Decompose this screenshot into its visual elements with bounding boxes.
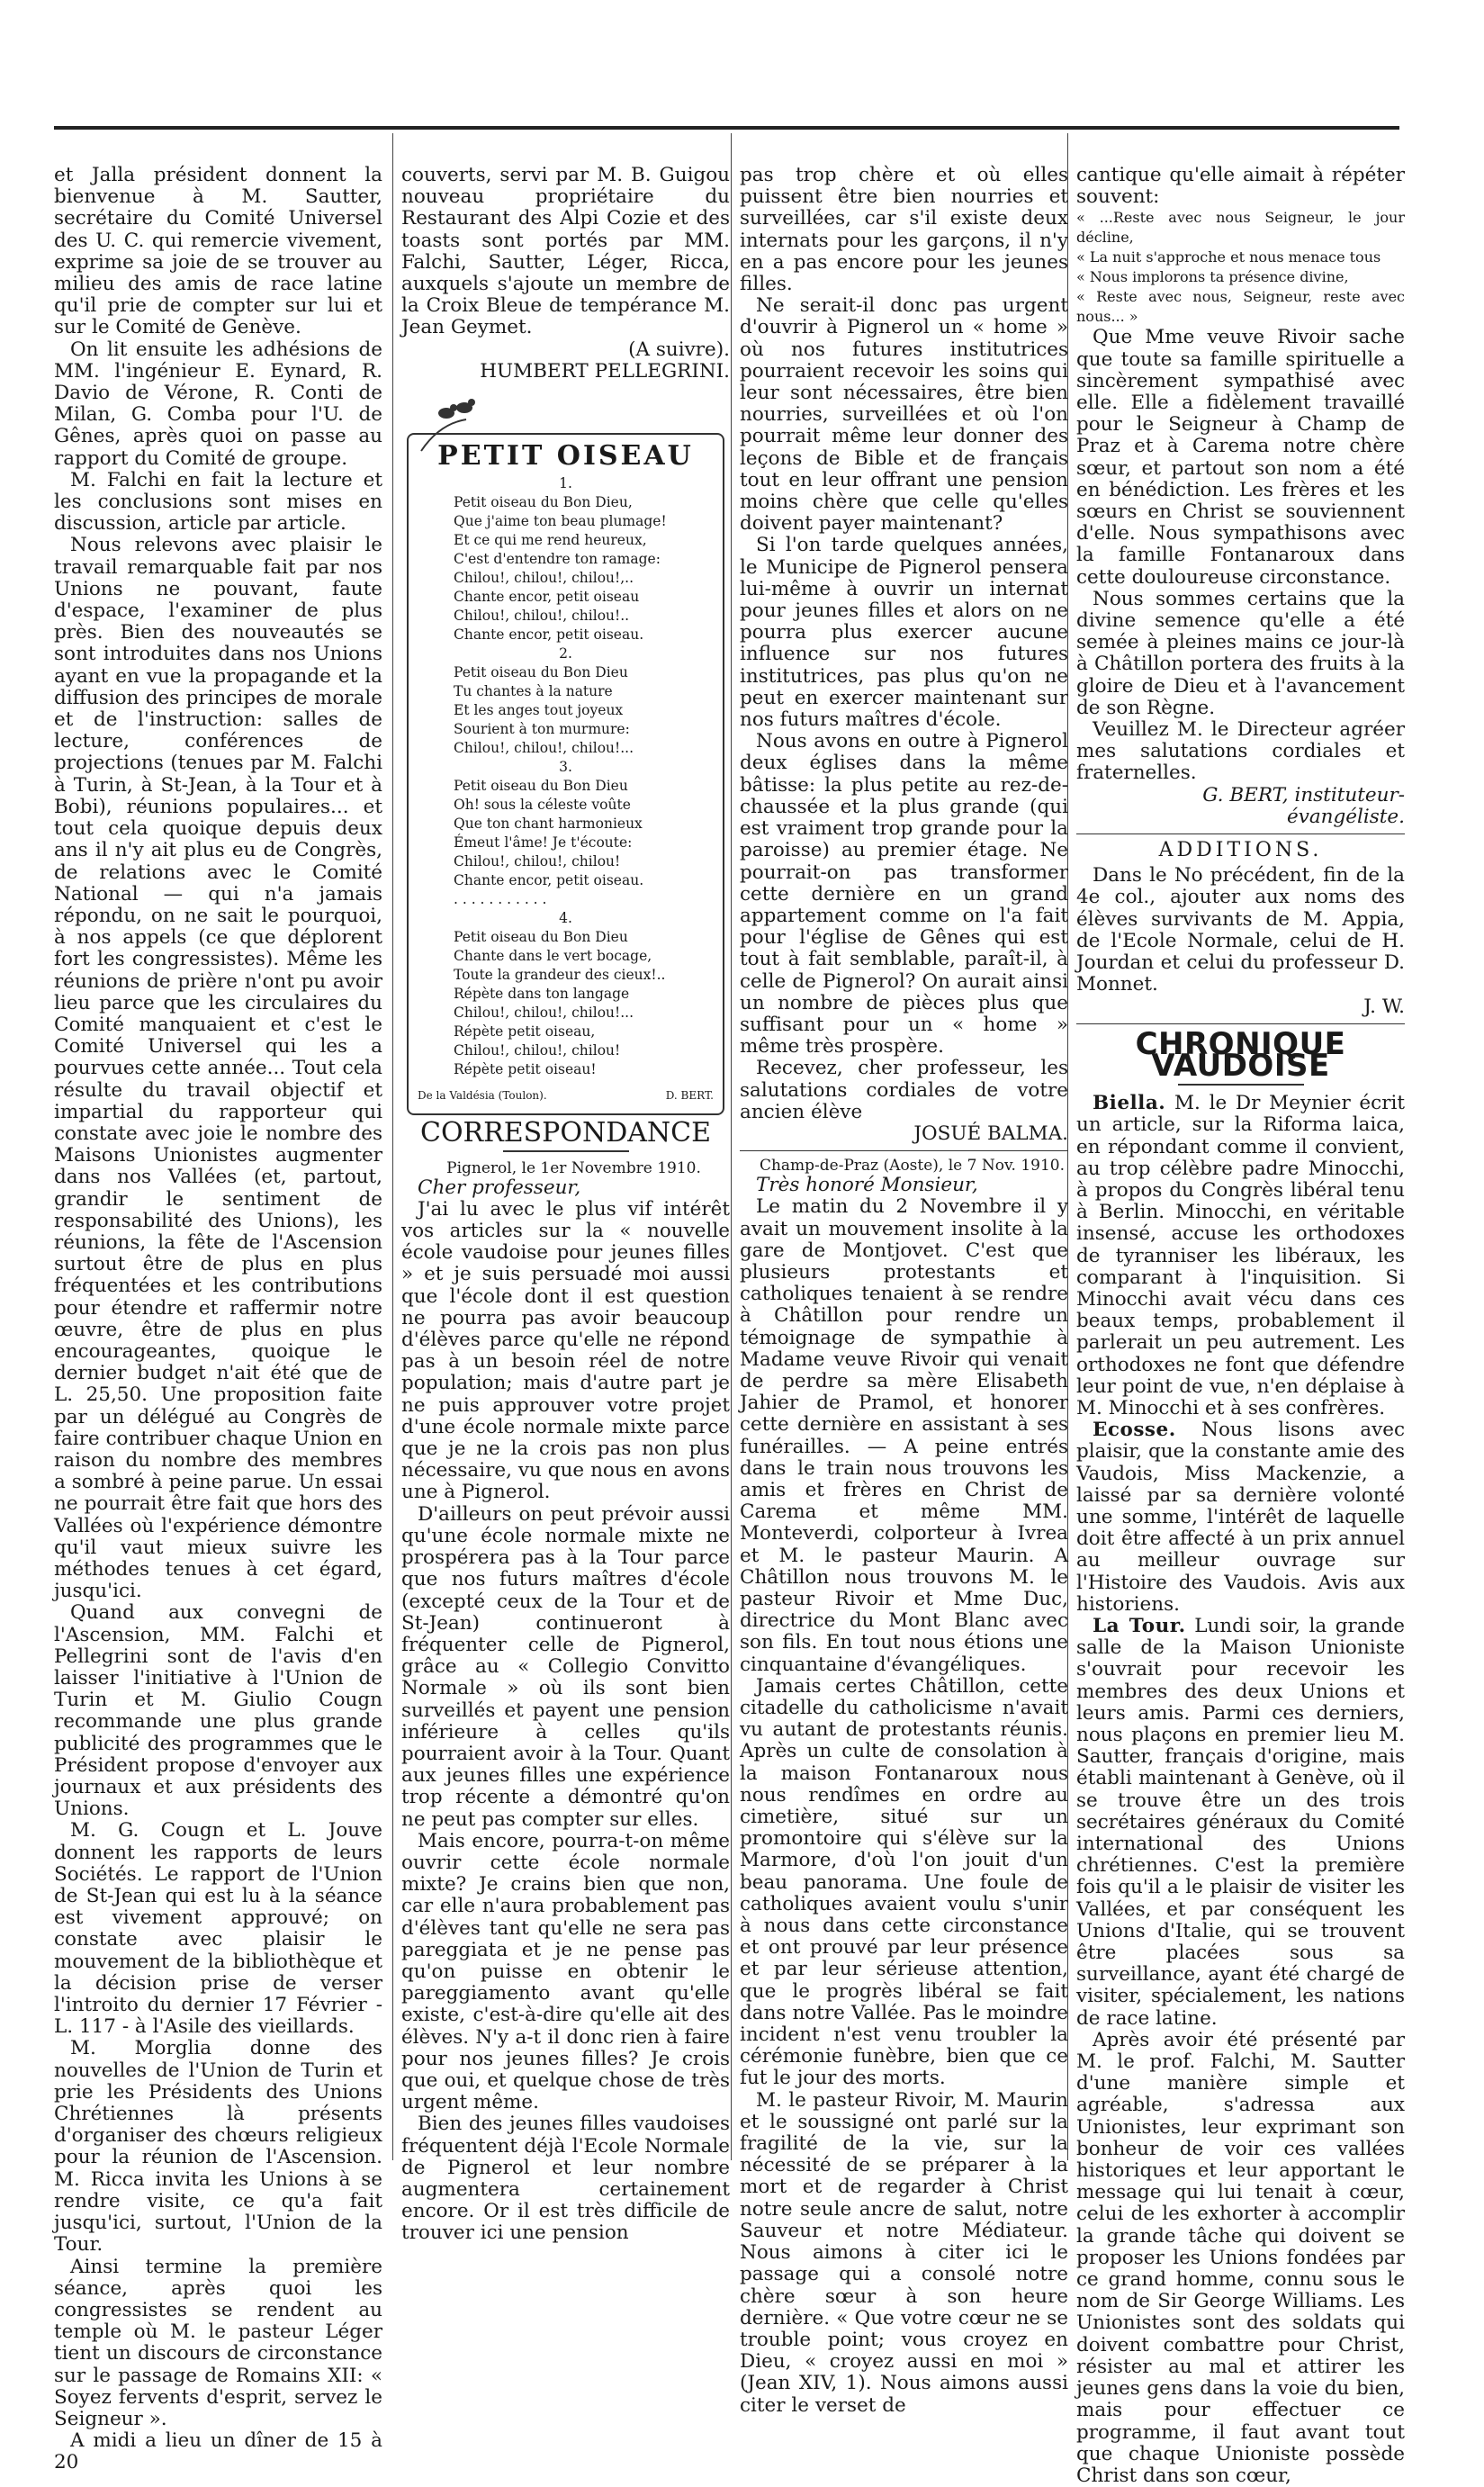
- poem-source: De la Valdésia (Toulon).: [418, 1089, 547, 1103]
- hymn-verse: « ...Reste avec nous Seigneur, le jour décline,: [1076, 209, 1405, 247]
- section-title: ADDITIONS.: [1158, 839, 1323, 862]
- letter-salutation: Très honoré Monsieur,: [756, 1174, 978, 1197]
- paragraph: M. le pasteur Rivoir, M. Maurin et le soussigné ont parlé sur la fragilité de la vie, sur la nécessité de se préparer à la mort et de regarder à Christ notre seule ancre de salut, notre Sauveur et notre Médiateur. Nous aimons à citer ici le passage qui a consolé notre chère sœur à son heure dernière. « Que votre cœur ne se trouble point; vous croyez en Dieu, « croyez aussi en moi » (Jean XIV, 1). Nous aimons aussi citer le verset de: [740, 2088, 1068, 2417]
- hymn-verse: « Reste avec nous, Seigneur, reste avec nous... »: [1076, 288, 1405, 326]
- verse: Chilou!, chilou!, chilou!..: [454, 608, 630, 625]
- paragraph: Ainsi termine la première séance, après quoi les congressistes se rendent au temple où M. le pasteur Léger tient un discours de circonstance sur le passage de Romains XII: « Soyez fervents d'esprit, servez le Seigneur ».: [54, 2255, 382, 2430]
- verse: Petit oiseau du Bon Dieu: [454, 929, 628, 946]
- verse: Répète petit oiseau!: [454, 1061, 597, 1078]
- stanza-number: 4.: [559, 910, 572, 927]
- signature: J. W.: [1363, 995, 1405, 1018]
- place-name: Biella.: [1093, 1092, 1166, 1115]
- paragraph: M. G. Cougn et L. Jouve donnent les rapports de leurs Sociétés. Le rapport de l'Union de St-Jean qui est lu à la séance est vivement approuvé; on constate avec plaisir le mouvement de la bibliothèque et la décision prise de verser l'introito du dernier 17 Février - L. 117 - à l'Asile des vieillards.: [54, 1819, 382, 2039]
- verse: Chante encor, petit oiseau.: [454, 626, 644, 644]
- verse: Que ton chant harmonieux: [454, 815, 643, 833]
- verse: Tu chantes à la nature: [454, 683, 613, 700]
- poem-author: D. BERT.: [665, 1089, 714, 1103]
- verse: Chante encor, petit oiseau: [454, 589, 640, 606]
- hymn-verse: « Nous implorons ta présence divine,: [1076, 268, 1349, 286]
- verse: Chante encor, petit oiseau.: [454, 872, 644, 889]
- paragraph: Nous relevons avec plaisir le travail remarquable fait par nos Unions ne pouvant, faute d'espace, l'examiner de plus près. Bien des nouveautés se sont introduites dans nos Unions ayant en vue la propagande et la diffusion des principes de morale et de l'instruction: salles de lecture, conférences de projections (tenues par M. Falchi à Turin, à St-Jean, à la Tour et à Bobi), réunions populaires... et tout cela quoique depuis deux ans il n'y ait plus eu de Congrès, de relations avec le Comité National — qui n'a jamais répondu, on ne sait le pourquoi, à nos appels (ce que déplorent fort les congressistes). Même les réunions de prière n'ont pu avoir lieu parce que les circulaires du Comité manquaient et c'est le Comité Universel qui les a pourvues cette année... Tout cela résulte du travail objectif et impartial du rapporteur qui constate avec joie le nombre des Maisons Unionistes augmenter dans nos Vallées (et, partout, grandir le sentiment de responsabilité des Unions), les réunions, la fête de l'Ascension surtout être de plus en plus fréquentées et les contributions pour étendre et raffermir notre œuvre, être de plus en plus encourageantes, quoique le dernier budget n'ait été que de L. 25,50. Une proposition faite par un délégué au Congrès de faire contribuer chaque Union en raison du nombre des membres a sombré à peine parue. Un essai ne pourrait être fait que hors des Vallées où l'expérience démontre qu'il vaut mieux suivre les méthodes tenues à cet égard, jusqu'ici.: [54, 534, 382, 1603]
- signature: HUMBERT PELLEGRINI.: [480, 359, 730, 383]
- chronicle-text: M. le Dr Meynier écrit un article, sur la Riforma laica, en répondant comme il convient, au trop célèbre padre Minocchi, à propos du Congrès libéral tenu à Berlin. Minocchi, en véritable insensé, accuse les orthodoxes de tyranniser les libéraux, les comparant à l'inquisition. Si Minocchi avait vécu dans ces beaux temps, probablement il parlerait un peu autrement. Les orthodoxes ne font que défendre leur point de vue, n'en déplaise à M. Minocchi et à ses confrères.: [1076, 1092, 1405, 1419]
- verse: Petit oiseau du Bon Dieu: [454, 664, 628, 681]
- hymn-verse: « La nuit s'approche et nous menace tous: [1076, 248, 1381, 266]
- verse: Chilou!, chilou!, chilou!: [454, 853, 621, 870]
- verse: Chilou!, chilou!, chilou!...: [454, 1005, 634, 1022]
- paragraph: Recevez, cher professeur, les salutations cordiales de votre ancien élève: [740, 1057, 1068, 1123]
- verse: Émeut l'âme! Je t'écoute:: [454, 834, 633, 852]
- paragraph: Dans le No précédent, fin de la 4e col., ajouter aux noms des élèves survivants de M. Appia, de l'Ecole Normale, celui de H. Jourdan et celui du professeur D. Monnet.: [1076, 864, 1405, 996]
- column-2: [401, 165, 730, 2245]
- paragraph: Que Mme veuve Rivoir sache que toute sa famille spirituelle a sincèrement sympathisé avec elle. Elle a fidèlement travaillé pour le Seigneur à Champ de Praz et à Carema notre chère sœur, et partout son nom a été en bénédiction. Les frères et les sœurs en Christ se souviennent d'elle. Nous sympathisons avec la famille Fontanaroux dans cette douloureuse circonstance.: [1076, 326, 1405, 589]
- verse: Petit oiseau du Bon Dieu,: [454, 494, 633, 511]
- verse: Oh! sous la céleste voûte: [454, 797, 631, 814]
- poem-title: PETIT OISEAU: [437, 440, 694, 473]
- birds-icon: [412, 388, 493, 460]
- verse: Sourient à ton murmure:: [454, 721, 630, 738]
- verse: Petit oiseau du Bon Dieu: [454, 778, 628, 795]
- page-top-rule: [54, 126, 1399, 130]
- verse-dots: . . . . . . . . . . .: [454, 891, 547, 908]
- chronicle-entry: [1076, 1616, 1405, 2030]
- letter-date: Champ-de-Praz (Aoste), le 7 Nov. 1910.: [759, 1157, 1066, 1176]
- divider: [1076, 1023, 1405, 1024]
- paragraph: pas trop chère et où elles puissent être bien nourries et surveillées, car s'il existe deux internats pour les garçons, il n'y en a pas encore pour les jeunes filles.: [740, 164, 1068, 296]
- signature: JOSUÉ BALMA.: [913, 1122, 1068, 1145]
- verse: Chilou!, chilou!, chilou!,..: [454, 570, 634, 587]
- paragraph: cantique qu'elle aimait à répéter souvent:: [1076, 164, 1405, 209]
- paragraph: Si l'on tarde quelques années, le Municipe de Pignerol pensera lui-même à ouvrir un internat pour jeunes filles et alors on ne pourra plus exercer aucune influence sur nos futures institutrices, pas plus qu'on ne peut en exercer maintenant sur nos futurs maîtres d'école.: [740, 534, 1068, 732]
- verse: C'est d'entendre ton ramage:: [454, 551, 661, 568]
- paragraph: D'ailleurs on peut prévoir aussi qu'une école normale mixte ne prospérera pas à la Tour parce que nos futurs maîtres d'école (excepté ceux de la Tour et de St-Jean) continueront à fréquenter celle de Pignerol, grâce au « Collegio Convitto Normale » où ils sont bien surveillés et payent une pension inférieure à celles qu'ils pourraient avoir à la Tour. Quant aux jeunes filles une expérience trop récente a démontré qu'on ne peut pas compter sur elles.: [401, 1502, 730, 1831]
- to-be-continued: (A suivre).: [628, 338, 730, 361]
- verse: Répète dans ton langage: [454, 986, 630, 1003]
- poem-text: [418, 474, 714, 1079]
- paragraph: Nous sommes certains que la divine semence qu'elle a été semée à pleines mains ce jour-là à Châtillon portera des fruits à la gloire de Dieu et à l'avancement de son Règne.: [1076, 587, 1405, 719]
- paragraph: Mais encore, pourra-t-on même ouvrir cette école normale mixte? Je crains bien que non, car elle n'aura probablement pas d'élèves tant qu'elle ne sera pas pareggiata et je ne pense pas qu'on puisse en obtenir le pareggiamento avant qu'elle existe, c'est-à-dire qu'elle ait des élèves. N'y a-t il donc rien à faire pour nos jeunes filles? Je crois que oui, et quelque chose de très urgent même.: [401, 1829, 730, 2114]
- paragraph: Veuillez M. le Directeur agréer mes salutations cordiales et fraternelles.: [1076, 718, 1405, 785]
- verse: Répète petit oiseau,: [454, 1023, 596, 1041]
- paragraph: A midi a lieu un dîner de 15 à 20: [54, 2429, 382, 2474]
- paragraph: et Jalla président donnent la bienvenue à M. Sautter, secrétaire du Comité Universel des U. C. qui remercie vivement, exprime sa joie de se trouver au milieu des amis de race latine qu'il prie de compter sur lui et sur le Comité de Genève.: [54, 164, 382, 339]
- paragraph: Après avoir été présenté par M. le prof. Falchi, M. Sautter d'une manière simple et agréable, s'adressa aux Unionistes, leur exprimant son bonheur de voir ces vallées historiques et leur apportant le message qui lui tenait à cœur, celui de les exhorter à accomplir la grande tâche qui doivent se proposer les Unions fondées par ce grand homme, connu sous le nom de Sir George Williams. Les Unionistes sont des soldats qui doivent combattre pour Christ, résister au mal et attirer les jeunes gens dans la voie du bien, mais pour effectuer ce programme, il faut avant tout que chaque Unioniste possède Christ dans son cœur,: [1076, 2028, 1405, 2487]
- stanza-number: 1.: [559, 475, 572, 492]
- signature: G. BERT, instituteur-évangéliste.: [1202, 783, 1405, 828]
- stanza-number: 3.: [559, 759, 572, 776]
- column-3: [740, 165, 1068, 2417]
- verse: Et les anges tout joyeux: [454, 702, 624, 719]
- paragraph: Jamais certes Châtillon, cette citadelle du catholicisme n'avait vu autant de protestants réunis. Après un culte de consolation à la maison Fontanaroux nous nous rendîmes en ordre au cimetière, situé sur un promontoire qui s'élève sur la Marmore, d'où l'on jouit d'un beau panorama. Une foule de catholiques avaient voulu s'unir à nous dans cette circonstance et ont prouvé par leur présence et par leur sérieuse attention, que le progrès libéral se fait dans notre Vallée. Pas le moindre incident n'est venu troubler la cérémonie funèbre, bien que ce fut le jour des morts.: [740, 1674, 1068, 2090]
- column-separator: [392, 133, 393, 2160]
- column-1: [54, 165, 382, 2474]
- section-title: CHRONIQUE VAUDOISE: [1135, 1025, 1346, 1084]
- verse: Chilou!, chilou!, chilou!: [454, 1042, 621, 1059]
- divider: [740, 1150, 1068, 1151]
- letter-salutation: Cher professeur,: [418, 1176, 581, 1199]
- chronicle-entry: [1076, 1093, 1405, 1419]
- column-separator: [731, 133, 732, 2160]
- paragraph: J'ai lu avec le plus vif intérêt vos articles sur la « nouvelle école vaudoise pour jeunes filles » et je suis persuadé moi aussi que l'école dont il est question ne pourra pas avoir beaucoup d'élèves parce qu'elle ne répond pas à un besoin réel de notre population; mais d'autre part je ne puis approuver votre projet d'une école normale mixte parce que je ne la crois pas non plus nécessaire, vu que nous en avons une à Pignerol.: [401, 1197, 730, 1504]
- chronicle-text: Lundi soir, la grande salle de la Maison Unioniste s'ouvrait pour recevoir les membres des deux Unions et leurs amis. Parmi ces derniers, nous plaçons en premier lieu M. Sautter, français d'origine, mais établi maintenant à Genève, où il se trouve être un des trois secrétaires généraux du Comité international des Unions chrétiennes. C'est la première fois qu'il a le plaisir de visiter les Vallées, et par conséquent les Unions d'Italie, qui se trouvent être placées sous sa surveillance, ayant été chargé de visiter, spécialement, les nations de race latine.: [1076, 1614, 1405, 2030]
- stanza-number: 2.: [559, 645, 572, 662]
- title-rule: [503, 1150, 629, 1152]
- place-name: Ecosse.: [1093, 1419, 1176, 1442]
- verse: Toute la grandeur des cieux!..: [454, 967, 666, 984]
- chronicle-entry: [1076, 1419, 1405, 1616]
- letter-date: Pignerol, le 1er Novembre 1910.: [446, 1158, 701, 1177]
- section-title: CORRESPONDANCE: [419, 1117, 712, 1149]
- paragraph: M. Morglia donne des nouvelles de l'Union de Turin et prie les Présidents des Unions Chrétiennes là présents d'organiser des chœurs religieux pour la réunion de l'Ascension. M. Ricca invita les Unions à se rendre visite, ce qu'a fait jusqu'ici, surtout, l'Union de la Tour.: [54, 2037, 382, 2257]
- paragraph: M. Falchi en fait la lecture et les conclusions sont mises en discussion, article par article.: [54, 468, 382, 536]
- chronicle-text: Nous lisons avec plaisir, que la constante amie des Vaudois, Miss Mackenzie, a laissé par sa dernière volonté une somme, l'intérêt de laquelle doit être affecté à un prix annuel au meilleur ouvrage sur l'Histoire des Vaudois. Avis aux historiens.: [1076, 1419, 1405, 1616]
- title-rule: [1178, 1084, 1304, 1086]
- verse: Et ce qui me rend heureux,: [454, 532, 647, 549]
- paragraph: Le matin du 2 Novembre il y avait un mouvement insolite à la gare de Montjovet. C'est que plusieurs protestants et catholiques tenaient à se rendre à Châtillon pour rendre un témoignage de sympathie à Madame veuve Rivoir qui venait de perdre sa mère Elisabeth Jahier de Pramol, et honorer cette dernière en assistant à ses funérailles. — A peine entrés dans le train nous trouvons les amis et frères en Christ de Carema et même MM. Monteverdi, colporteur à Ivrea et M. le pasteur Maurin. A Châtillon nous trouvons M. le pasteur Rivoir et Mme Duc, directrice du Mont Blanc avec son fils. En tout nous étions une cinquantaine d'évangéliques.: [740, 1195, 1068, 1676]
- paragraph: On lit ensuite les adhésions de MM. l'ingénieur E. Eynard, R. Davio de Vérone, R. Conti de Milan, G. Comba pour l'U. de Gênes, après quoi on passe au rapport du Comité de groupe.: [54, 338, 382, 470]
- paragraph: couverts, servi par M. B. Guigou nouveau propriétaire du Restaurant des Alpi Cozie et des toasts sont portés par MM. Falchi, Sautter, Léger, Ricca, auxquels s'ajoute un membre de la Croix Bleue de tempérance M. Jean Geymet.: [401, 164, 730, 339]
- paragraph: Quand aux convegni de l'Ascension, MM. Falchi et Pellegrini sont de l'avis d'en laisser l'initiative à l'Union de Turin et M. Giulio Cougn recommande une plus grande publicité des programmes que le Président propose d'envoyer aux journaux et aux présidents des Unions.: [54, 1601, 382, 1821]
- verse: Chante dans le vert bocage,: [454, 948, 652, 965]
- paragraph: Nous avons en outre à Pignerol deux églises dans la même bâtisse: la plus petite au rez-de-chaussée et la plus grande (qui est vraiment trop grande pour la paroisse) au premier étage. Ne pourrait-on pas transformer cette dernière en un grand appartement comme on l'a fait pour l'église de Gênes qui est tout à fait semblable, paraît-il, à celle de Pignerol? On aurait ainsi un nombre de pièces plus que suffisant pour un « home » même très prospère.: [740, 730, 1068, 1059]
- column-4: [1076, 165, 1405, 2487]
- place-name: La Tour.: [1093, 1614, 1186, 1637]
- paragraph: Ne serait-il donc pas urgent d'ouvrir à Pignerol un « home » où nos futures institutrices pourraient recevoir les soins qui leur sont nécessaires, être bien nourries, surveillées et où l'on pourrait même leur donner des leçons de Bible et de français tout en leur offrant une pension moins chère que celle qu'elles doivent payer maintenant?: [740, 294, 1068, 536]
- poem-box: [407, 433, 724, 1115]
- paragraph: Bien des jeunes filles vaudoises fréquentent déjà l'Ecole Normale de Pignerol et leur nombre augmentera certainement encore. Or il est très difficile de trouver ici une pension: [401, 2113, 730, 2245]
- verse: Chilou!, chilou!, chilou!...: [454, 740, 634, 757]
- verse: Que j'aime ton beau plumage!: [454, 513, 667, 530]
